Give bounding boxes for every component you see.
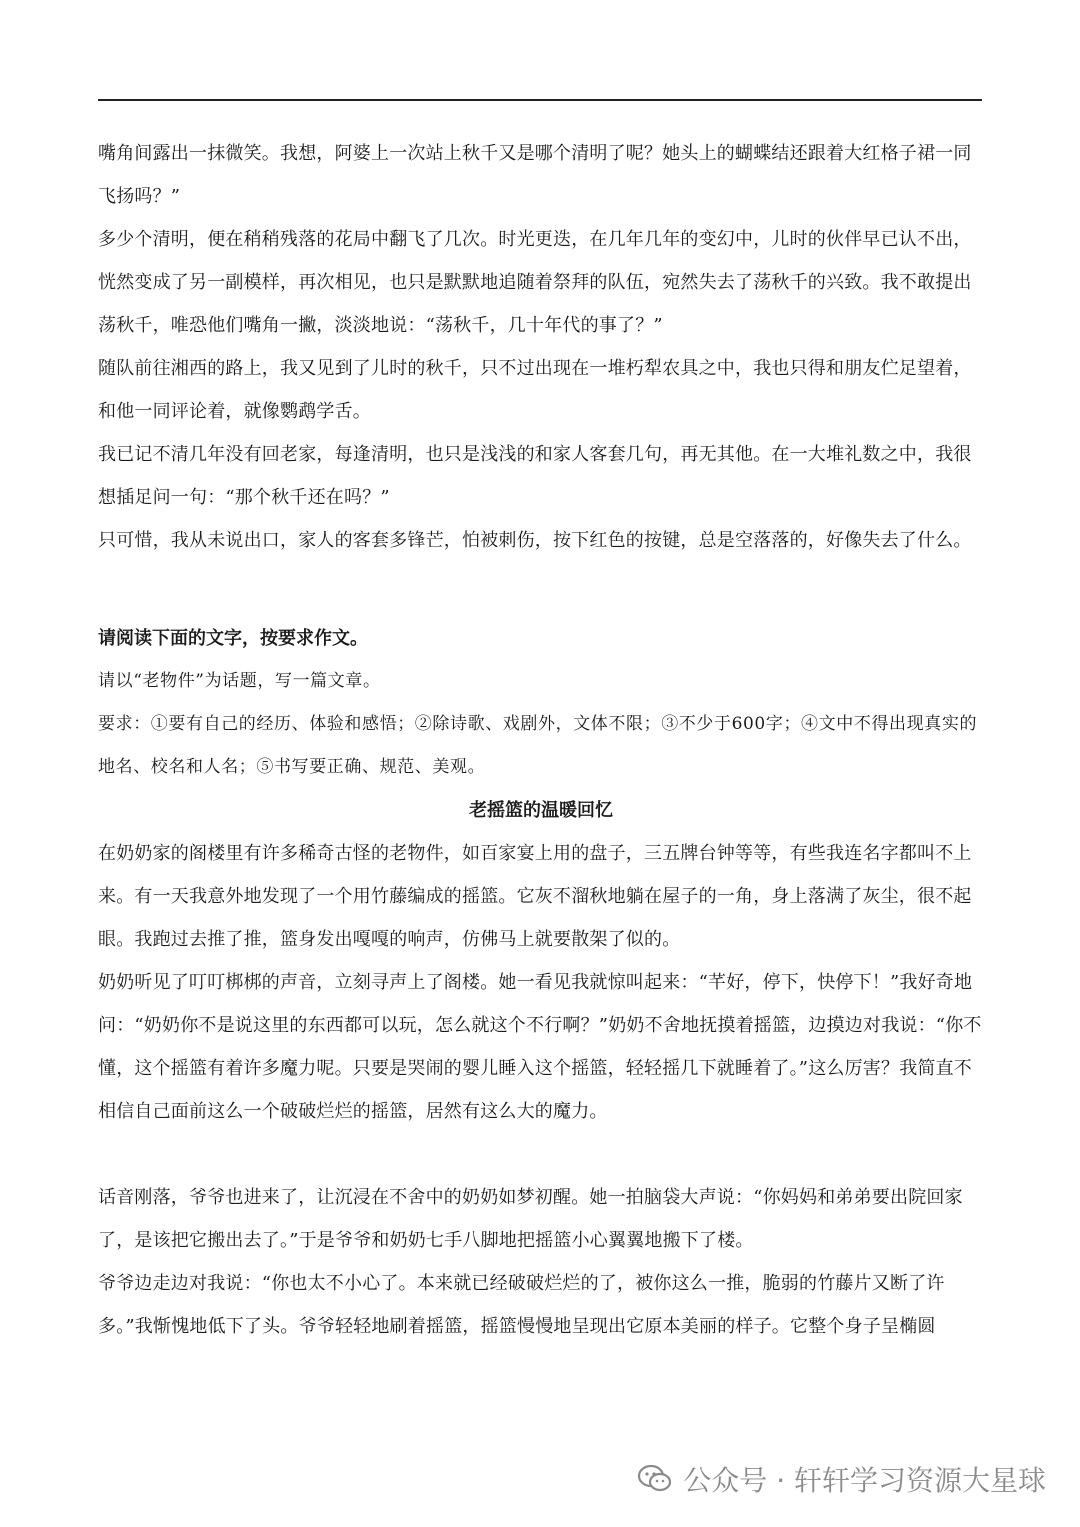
paragraph: 我已记不清几年没有回老家，每逢清明，也只是浅浅的和家人客套几句，再无其他。在一大堆礼数之中，我很想插足问一句：“那个秋千还在吗？”	[98, 444, 972, 508]
paragraph: 多少个清明，便在稍稍残落的花局中翻飞了几次。时光更迭，在几年几年的变幻中，儿时的伙伴早已认不出，恍然变成了另一副模样，再次相见，也只是默默地追随着祭拜的队伍，宛然失去了荡秋千的兴致。我不敢提出荡秋千，唯恐他们嘴角一撇，淡淡地说：“荡秋千，几十年代的事了？”	[98, 229, 972, 336]
watermark	[637, 1459, 1046, 1499]
document-body	[98, 132, 984, 1348]
paragraph-gap	[98, 1133, 984, 1176]
essay-paragraph: 话音刚落，爷爷也进来了，让沉浸在不舍中的奶奶如梦初醒。她一拍脑袋大声说：“你妈妈和弟弟要出院回家了，是该把它搬出去了。”于是爷爷和奶奶七手八脚地把摇篮小心翼翼地搬下了楼。	[98, 1187, 963, 1251]
essay-paragraph: 爷爷边走边对我说：“你也太不小心了。本来就已经破破烂烂的了，被你这么一推，脆弱的竹藤片又断了许多。”我惭愧地低下了头。爷爷轻轻地刷着摇篮，摇篮慢慢地呈现出它原本美丽的样子。它整个身子呈椭圆	[98, 1273, 945, 1337]
essay-title: 老摇篮的温暖回忆	[469, 800, 613, 821]
paragraph: 嘴角间露出一抹微笑。我想，阿婆上一次站上秋千又是哪个清明了呢？她头上的蝴蝶结还跟着大红格子裙一同飞扬吗？”	[98, 143, 972, 207]
paragraph: 随队前往湘西的路上，我又见到了儿时的秋千，只不过出现在一堆朽犁农具之中，我也只得和朋友伫足望着，和他一同评论着，就像鹦鹉学舌。	[98, 358, 972, 422]
instructions-title: 请阅读下面的文字，按要求作文。	[98, 628, 368, 649]
header-rule	[98, 99, 982, 101]
watermark-text: 公众号 · 轩轩学习资源大星球	[683, 1464, 1046, 1497]
essay-paragraph: 在奶奶家的阁楼里有许多稀奇古怪的老物件，如百家宴上用的盘子，三五牌台钟等等，有些我连名字都叫不上来。有一天我意外地发现了一个用竹藤编成的摇篮。它灰不溜秋地躺在屋子的一角，身上落满了灰尘，很不起眼。我跑过去推了推，篮身发出嘎嘎的响声，仿佛马上就要散架了似的。	[98, 843, 972, 950]
section-gap	[98, 562, 984, 617]
wechat-icon	[637, 1464, 673, 1494]
instructions-topic: 请以“老物件”为话题，写一篇文章。	[98, 671, 381, 691]
essay-paragraph: 奶奶听见了叮叮梆梆的声音，立刻寻声上了阁楼。她一看见我就惊叫起来：“芊好，停下，快停下！”我好奇地问：“奶奶你不是说这里的东西都可以玩，怎么就这个不行啊？”奶奶不舍地抚摸着摇篮，边摸边对我说：“你不懂，这个摇篮有着许多魔力呢。只要是哭闹的婴儿睡入这个摇篮，轻轻摇几下就睡着了。”这么厉害？我简直不相信自己面前这么一个破破烂烂的摇篮，居然有这么大的魔力。	[98, 972, 982, 1122]
instructions-requirements: 要求：①要有自己的经历、体验和感悟；②除诗歌、戏剧外，文体不限；③不少于600字；④文中不得出现真实的地名、校名和人名；⑤书写要正确、规范、美观。	[98, 714, 978, 777]
paragraph: 只可惜，我从未说出口，家人的客套多锋芒，怕被刺伤，按下红色的按键，总是空落落的，好像失去了什么。	[98, 530, 972, 551]
